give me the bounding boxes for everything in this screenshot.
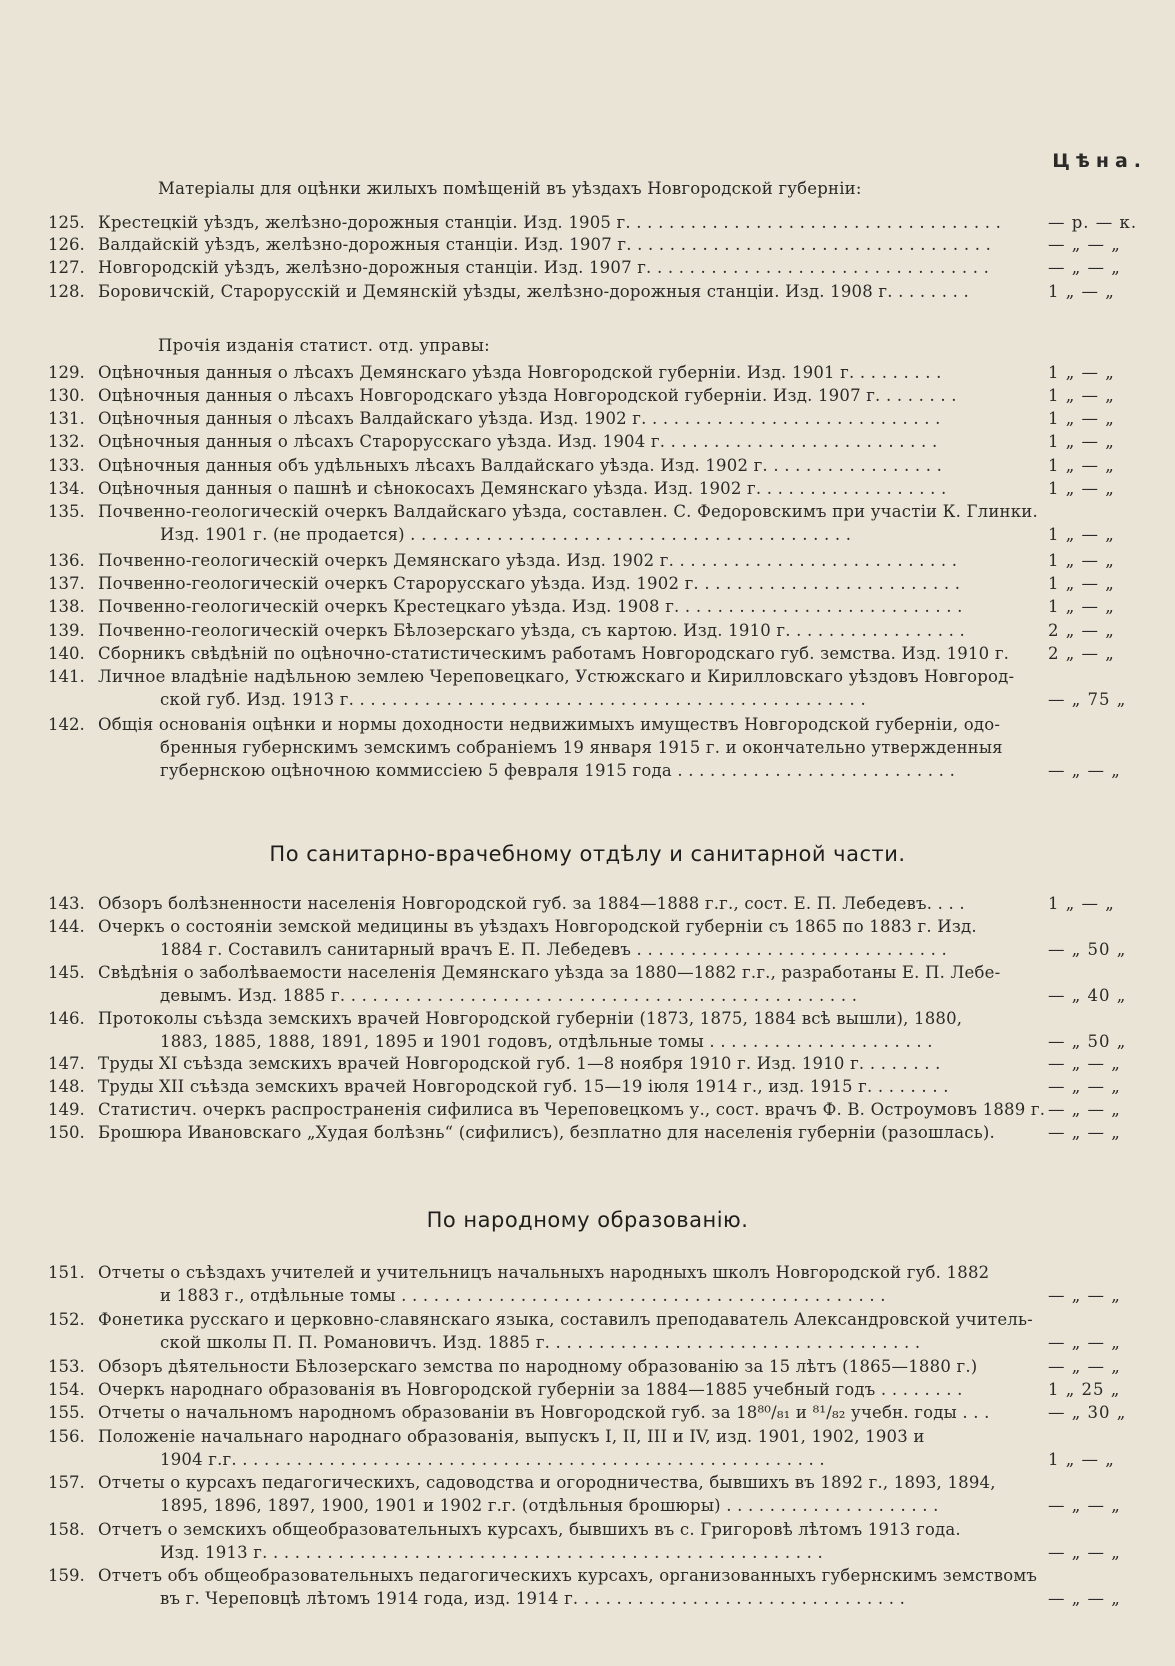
entry-number: 148. [48, 1077, 85, 1096]
entry-number: 150. [48, 1123, 85, 1142]
entry-title-line: 1895, 1896, 1897, 1900, 1901 и 1902 г.г. (отдѣльныя брошюры) . . . . . . . . . . . . . . . . . . . . [160, 1496, 939, 1515]
entry-price: — „ — „ [1048, 1054, 1121, 1073]
entry-number: 125. [48, 213, 85, 232]
entry-price: — „ — „ [1048, 1357, 1121, 1376]
entry-price: 1 „ — „ [1048, 363, 1115, 382]
entry-title-line: Отчеты о съѣздахъ учителей и учительницъ начальныхъ народныхъ школъ Новгородской губ. 1882 [98, 1263, 990, 1282]
entry-price: — „ — „ [1048, 761, 1121, 780]
entry-title-line: Новгородскій уѣздъ, желѣзно-дорожныя станціи. Изд. 1907 г. . . . . . . . . . . . . . . . . . . . . . . . . . . . . . . . [98, 258, 990, 277]
entry-title-line: Обзоръ дѣятельности Бѣлозерскаго земства по народному образованію за 15 лѣтъ (1865—1880 г.) [98, 1357, 978, 1376]
entry-number: 159. [48, 1566, 85, 1585]
entry-price: 1 „ — „ [1048, 479, 1115, 498]
entry-price: 1 „ — „ [1048, 597, 1115, 616]
entry-price: — „ 50 „ [1048, 940, 1127, 959]
entry-title-line: Изд. 1901 г. (не продается) . . . . . . . . . . . . . . . . . . . . . . . . . . . . . . . . . . . . . . . . . [160, 525, 852, 544]
entry-number: 132. [48, 432, 85, 451]
entry-number: 156. [48, 1427, 85, 1446]
entry-title-line: Оцѣночныя данныя о лѣсахъ Старорусскаго уѣзда. Изд. 1904 г. . . . . . . . . . . . . . . . . . . . . . . . . . [98, 432, 938, 451]
entry-title-line: Отчеты о начальномъ народномъ образованіи въ Новгородской губ. за 18⁸⁰/₈₁ и ⁸¹/₈₂ учебн. годы . . . [98, 1403, 990, 1422]
entry-price: — „ — „ [1048, 1286, 1121, 1305]
entry-price: — „ — „ [1048, 1543, 1121, 1562]
entry-title-line: Сборникъ свѣдѣній по оцѣночно-статистическимъ работамъ Новгородскаго губ. земства. Изд. 1910 г. [98, 644, 1010, 663]
entry-number: 149. [48, 1100, 85, 1119]
entry-title-line: 1884 г. Составилъ санитарный врачъ Е. П. Лебедевъ . . . . . . . . . . . . . . . . . . . . . . . . . . . . . [160, 940, 947, 959]
entry-number: 127. [48, 258, 85, 277]
entry-title-line: и 1883 г., отдѣльные томы . . . . . . . . . . . . . . . . . . . . . . . . . . . . . . . . . . . . . . . . . . . . . [160, 1286, 886, 1305]
entry-title-line: Почвенно-геологическій очеркъ Старорусскаго уѣзда. Изд. 1902 г. . . . . . . . . . . . . . . . . . . . . . . . . [98, 574, 961, 593]
subtitle-other-editions: Прочія изданія статист. отд. управы: [158, 336, 490, 355]
entry-price: — „ — „ [1048, 258, 1121, 277]
entry-title-line: Почвенно-геологическій очеркъ Демянскаго уѣзда. Изд. 1902 г. . . . . . . . . . . . . . . . . . . . . . . . . . . [98, 551, 958, 570]
entry-title-line: бренныя губернскимъ земскимъ собраніемъ 19 января 1915 г. и окончательно утвержденныя [160, 738, 1003, 757]
entry-title-line: Отчетъ объ общеобразовательныхъ педагогическихъ курсахъ, организованныхъ губернскимъ земствомъ [98, 1566, 1038, 1585]
entry-title-line: Очеркъ народнаго образованія въ Новгородской губерніи за 1884—1885 учебный годъ . . . . . . . . [98, 1380, 963, 1399]
entry-number: 135. [48, 502, 85, 521]
entry-title-line: Валдайскій уѣздъ, желѣзно-дорожныя станціи. Изд. 1907 г. . . . . . . . . . . . . . . . . . . . . . . . . . . . . . . . . . [98, 235, 992, 254]
entry-number: 134. [48, 479, 85, 498]
entry-title-line: Почвенно-геологическій очеркъ Бѣлозерскаго уѣзда, съ картою. Изд. 1910 г. . . . . . . . . . . . . . . . . [98, 621, 965, 640]
entry-price: — „ — „ [1048, 1123, 1121, 1142]
entry-number: 146. [48, 1009, 85, 1028]
entry-number: 154. [48, 1380, 85, 1399]
entry-price: — „ — „ [1048, 1077, 1121, 1096]
entry-price: 1 „ 25 „ [1048, 1380, 1121, 1399]
entry-number: 152. [48, 1310, 85, 1329]
entry-title-line: Труды XII съѣзда земскихъ врачей Новгородской губ. 15—19 іюля 1914 г., изд. 1915 г. . . . . . . . [98, 1077, 949, 1096]
entry-title-line: Статистич. очеркъ распространенія сифилиса въ Череповецкомъ у., сост. врачъ Ф. В. Остроумовъ 1889 г. [98, 1100, 1046, 1119]
entry-title-line: Оцѣночныя данныя о лѣсахъ Валдайскаго уѣзда. Изд. 1902 г. . . . . . . . . . . . . . . . . . . . . . . . . . . . [98, 409, 941, 428]
entry-price: 1 „ — „ [1048, 551, 1115, 570]
entry-price: 1 „ — „ [1048, 386, 1115, 405]
entry-title-line: Свѣдѣнія о заболѣваемости населенія Демянскаго уѣзда за 1880—1882 г.г., разработаны Е. П. Лебе- [98, 963, 1001, 982]
entry-number: 145. [48, 963, 85, 982]
entry-number: 133. [48, 456, 85, 475]
entry-price: — „ 40 „ [1048, 986, 1127, 1005]
entry-price: — „ — „ [1048, 1333, 1121, 1352]
entry-title-line: девымъ. Изд. 1885 г. . . . . . . . . . . . . . . . . . . . . . . . . . . . . . . . . . . . . . . . . . . . . . . . [160, 986, 858, 1005]
entry-number: 151. [48, 1263, 85, 1282]
entry-title-line: Крестецкій уѣздъ, желѣзно-дорожныя станціи. Изд. 1905 г. . . . . . . . . . . . . . . . . . . . . . . . . . . . . . . . . . . [98, 213, 1002, 232]
entry-price: 1 „ — „ [1048, 282, 1115, 301]
entry-price: 1 „ — „ [1048, 1450, 1115, 1469]
entry-number: 130. [48, 386, 85, 405]
entry-number: 143. [48, 894, 85, 913]
entry-price: 1 „ — „ [1048, 409, 1115, 428]
entry-title-line: Положеніе начальнаго народнаго образованія, выпускъ I, II, III и IV, изд. 1901, 1902, 1903 и [98, 1427, 925, 1446]
entry-title-line: Изд. 1913 г. . . . . . . . . . . . . . . . . . . . . . . . . . . . . . . . . . . . . . . . . . . . . . . . . . . . [160, 1543, 823, 1562]
entry-number: 139. [48, 621, 85, 640]
entry-price: 2 „ — „ [1048, 644, 1115, 663]
entry-number: 126. [48, 235, 85, 254]
entry-title-line: Оцѣночныя данныя о пашнѣ и сѣнокосахъ Демянскаго уѣзда. Изд. 1902 г. . . . . . . . . . . . . . . . . . [98, 479, 947, 498]
entry-number: 137. [48, 574, 85, 593]
section-heading-sanitary: По санитарно-врачебному отдѣлу и санитарной части. [269, 842, 906, 866]
entry-number: 141. [48, 667, 85, 686]
entry-price: — р. — к. [1048, 213, 1138, 232]
entry-title-line: Почвенно-геологическій очеркъ Крестецкаго уѣзда. Изд. 1908 г. . . . . . . . . . . . . . . . . . . . . . . . . . . [98, 597, 963, 616]
entry-price: — „ 75 „ [1048, 690, 1127, 709]
entry-number: 136. [48, 551, 85, 570]
entry-title-line: 1904 г.г. . . . . . . . . . . . . . . . . . . . . . . . . . . . . . . . . . . . . . . . . . . . . . . . . . . . . . . [160, 1450, 825, 1469]
entry-number: 129. [48, 363, 85, 382]
entry-price: — „ — „ [1048, 1589, 1121, 1608]
entry-title-line: въ г. Череповцѣ лѣтомъ 1914 года, изд. 1914 г. . . . . . . . . . . . . . . . . . . . . . . . . . . . . . . [160, 1589, 906, 1608]
entry-title-line: ской школы П. П. Романовичъ. Изд. 1885 г. . . . . . . . . . . . . . . . . . . . . . . . . . . . . . . . . . . [160, 1333, 921, 1352]
entry-number: 128. [48, 282, 85, 301]
price-column-header: Цѣна. [1052, 150, 1147, 172]
entry-number: 155. [48, 1403, 85, 1422]
entry-number: 138. [48, 597, 85, 616]
entry-price: 1 „ — „ [1048, 432, 1115, 451]
entry-title-line: Обзоръ болѣзненности населенія Новгородской губ. за 1884—1888 г.г., сост. Е. П. Лебедевъ. . . . [98, 894, 965, 913]
entry-title-line: Оцѣночныя данныя о лѣсахъ Демянскаго уѣзда Новгородской губерніи. Изд. 1901 г. . . . . . . . . [98, 363, 942, 382]
section-heading-education: По народному образованію. [426, 1208, 749, 1232]
entry-price: 2 „ — „ [1048, 621, 1115, 640]
entry-title-line: Общія основанія оцѣнки и нормы доходности недвижимыхъ имуществъ Новгородской губерніи, одо- [98, 715, 1001, 734]
entry-price: — „ — „ [1048, 1496, 1121, 1515]
entry-price: — „ 30 „ [1048, 1403, 1127, 1422]
entry-title-line: Труды XI съѣзда земскихъ врачей Новгородской губ. 1—8 ноября 1910 г. Изд. 1910 г. . . . . . . . [98, 1054, 941, 1073]
entry-number: 153. [48, 1357, 85, 1376]
entry-title-line: Оцѣночныя данныя объ удѣльныхъ лѣсахъ Валдайскаго уѣзда. Изд. 1902 г. . . . . . . . . . . . . . . . . [98, 456, 943, 475]
entry-title-line: Боровичскій, Старорусскій и Демянскій уѣзды, желѣзно-дорожныя станціи. Изд. 1908 г. . . . . . . . [98, 282, 969, 301]
entry-title-line: Почвенно-геологическій очеркъ Валдайскаго уѣзда, составлен. С. Федоровскимъ при участіи К. Глинки. [98, 502, 1038, 521]
entry-price: 1 „ — „ [1048, 456, 1115, 475]
entry-price: — „ 50 „ [1048, 1032, 1127, 1051]
entry-title-line: губернскою оцѣночною коммиссіею 5 февраля 1915 года . . . . . . . . . . . . . . . . . . . . . . . . . . [160, 761, 956, 780]
entry-number: 142. [48, 715, 85, 734]
entry-number: 158. [48, 1520, 85, 1539]
entry-title-line: Протоколы съѣзда земскихъ врачей Новгородской губерніи (1873, 1875, 1884 всѣ вышли), 1880, [98, 1009, 963, 1028]
entry-title-line: Отчеты о курсахъ педагогическихъ, садоводства и огородничества, бывшихъ въ 1892 г., 1893, 1894, [98, 1473, 996, 1492]
entry-title-line: Оцѣночныя данныя о лѣсахъ Новгородскаго уѣзда Новгородской губерніи. Изд. 1907 г. . . . . . . . [98, 386, 957, 405]
entry-title-line: Очеркъ о состояніи земской медицины въ уѣздахъ Новгородской губерніи съ 1865 по 1883 г. Изд. [98, 917, 977, 936]
entry-price: — „ — „ [1048, 1100, 1121, 1119]
entry-number: 144. [48, 917, 85, 936]
entry-price: — „ — „ [1048, 235, 1121, 254]
entry-number: 147. [48, 1054, 85, 1073]
entry-title-line: Отчетъ о земскихъ общеобразовательныхъ курсахъ, бывшихъ въ с. Григоровѣ лѣтомъ 1913 года. [98, 1520, 961, 1539]
entry-price: 1 „ — „ [1048, 894, 1115, 913]
entry-title-line: Личное владѣніе надѣльною землею Череповецкаго, Устюжскаго и Кирилловскаго уѣздовъ Новгород- [98, 667, 1015, 686]
entry-title-line: 1883, 1885, 1888, 1891, 1895 и 1901 годовъ, отдѣльные томы . . . . . . . . . . . . . . . . . . . . . [160, 1032, 933, 1051]
entry-price: 1 „ — „ [1048, 574, 1115, 593]
subtitle-housing: Матеріалы для оцѣнки жилыхъ помѣщеній въ уѣздахъ Новгородской губерніи: [158, 179, 862, 198]
entry-number: 140. [48, 644, 85, 663]
entry-number: 157. [48, 1473, 85, 1492]
entry-title-line: ской губ. Изд. 1913 г. . . . . . . . . . . . . . . . . . . . . . . . . . . . . . . . . . . . . . . . . . . . . . . . [160, 690, 866, 709]
entry-number: 131. [48, 409, 85, 428]
entry-price: 1 „ — „ [1048, 525, 1115, 544]
entry-title-line: Брошюра Ивановскаго „Худая болѣзнь“ (сифилисъ), безплатно для населенія губерніи (разошлась). [98, 1123, 995, 1142]
entry-title-line: Фонетика русскаго и церковно-славянскаго языка, составилъ преподаватель Александровской учитель- [98, 1310, 1033, 1329]
